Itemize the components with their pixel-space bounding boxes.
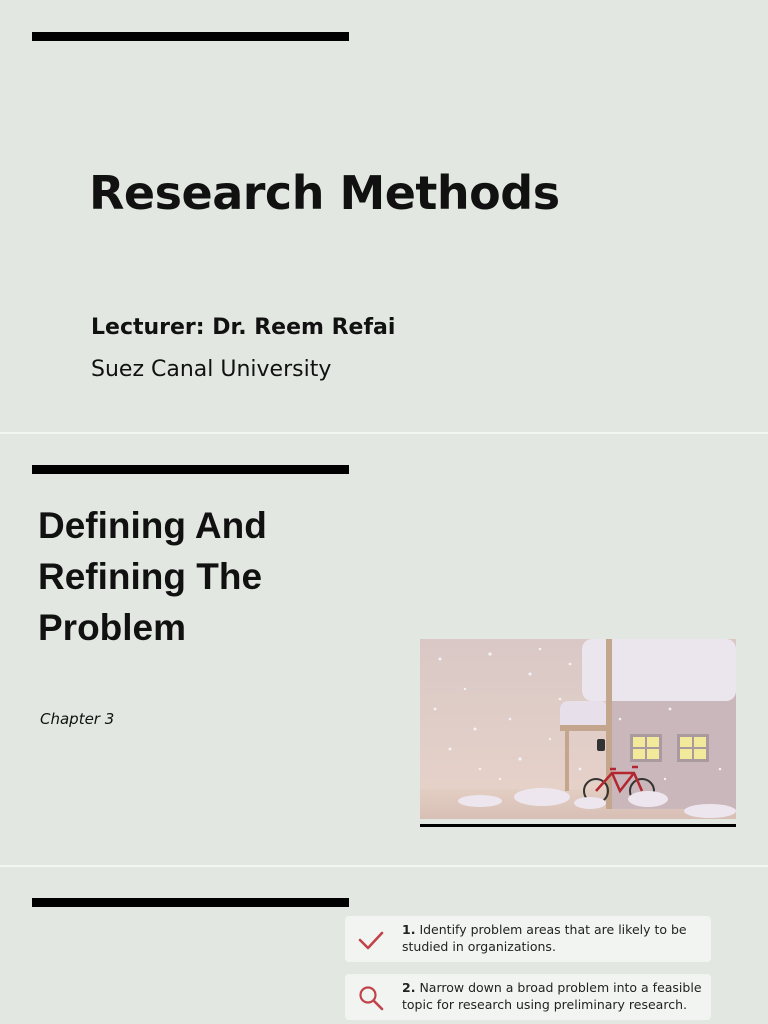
chapter-title [38, 500, 267, 653]
objective-description: Narrow down a broad problem into a feasible topic for research using preliminary research. [402, 980, 702, 1012]
accent-bar [32, 898, 349, 907]
slide-title [0, 0, 768, 432]
chapter-title-line: Defining And [38, 505, 267, 546]
slide-chapter [0, 434, 768, 865]
chapter-label: Chapter 3 [40, 710, 115, 728]
chapter-title-line: Problem [38, 607, 187, 648]
objective-text [402, 979, 702, 1013]
objective-text [402, 921, 702, 955]
snowy-house-image [420, 639, 736, 819]
checkmark-icon [357, 926, 385, 954]
university-name: Suez Canal University [91, 357, 332, 382]
objective-number: 1. [402, 922, 416, 937]
objective-card [345, 974, 711, 1020]
accent-bar [32, 465, 349, 474]
objective-number: 2. [402, 980, 416, 995]
image-underline [420, 824, 736, 827]
slide-objectives [0, 867, 768, 1024]
objective-card [345, 916, 711, 962]
lecturer-name: Lecturer: Dr. Reem Refai [91, 315, 396, 340]
magnifier-icon [357, 984, 385, 1012]
objective-description: Identify problem areas that are likely to be studied in organizations. [402, 922, 687, 954]
chapter-title-line: Refining The [38, 556, 263, 597]
presentation-title: Research Methods [89, 166, 560, 220]
accent-bar [32, 32, 349, 41]
